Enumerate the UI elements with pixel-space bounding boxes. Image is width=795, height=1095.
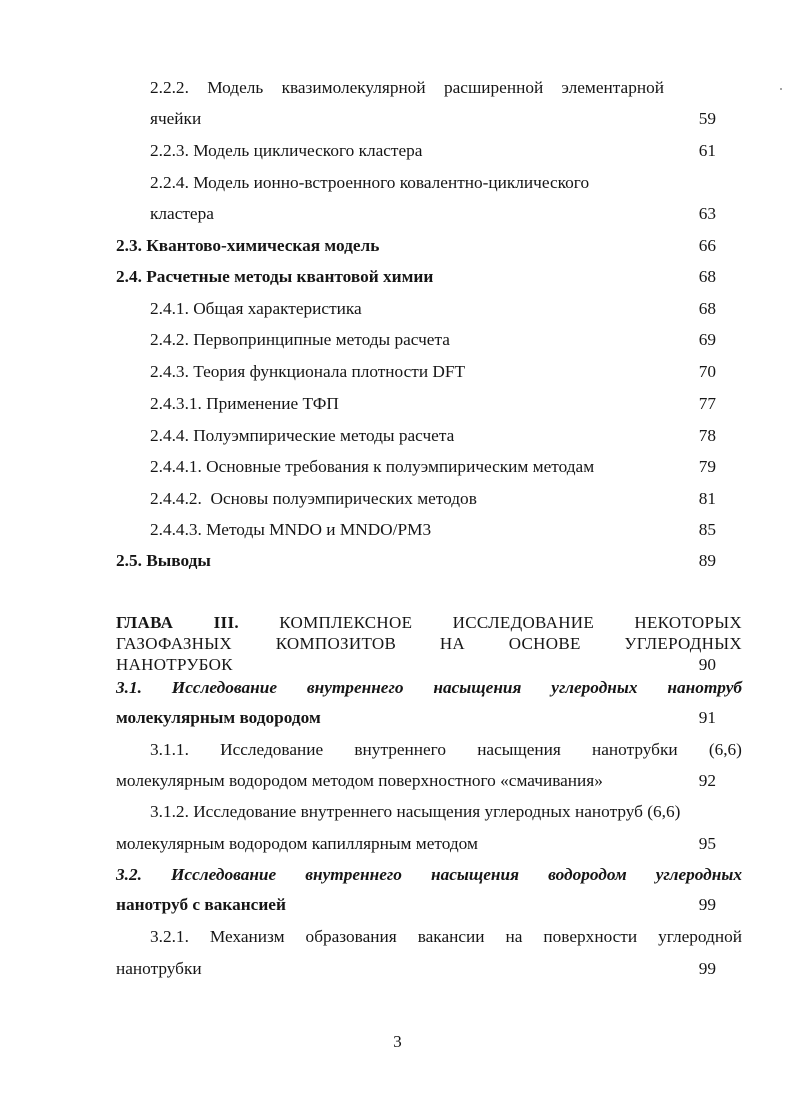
toc-entry-2-4-4: 2.4.4. Полуэмпирические методы расчета — [150, 426, 455, 445]
chapter-3-heading-line-2: ГАЗОФАЗНЫХ КОМПОЗИТОВ НА ОСНОВЕ УГЛЕРОДНЫХ — [116, 634, 742, 653]
toc-entry-3-1-1-cont: молекулярным водородом методом поверхностного «смачивания» — [116, 771, 603, 790]
toc-entry-2-4-4-2: 2.4.4.2. Основы полуэмпирических методов — [150, 489, 477, 508]
toc-entry-2-4-3-1: 2.4.3.1. Применение ТФП — [150, 394, 339, 413]
toc-page-chapter-3: 90 — [698, 655, 716, 674]
toc-page-2-4-4-3: 85 — [698, 520, 716, 539]
toc-entry-2-2-4: 2.2.4. Модель ионно-встроенного ковалентно-циклического — [150, 173, 590, 192]
toc-page-2-5: 89 — [698, 551, 716, 570]
toc-page-2-4-4-2: 81 — [698, 489, 716, 508]
toc-entry-2-4: 2.4. Расчетные методы квантовой химии — [116, 267, 434, 286]
toc-entry-3-2-cont: нанотруб с вакансией — [116, 895, 286, 914]
toc-entry-3-1-1: 3.1.1. Исследование внутреннего насыщения нанотрубки (6,6) — [150, 740, 742, 759]
toc-page-3-1-1: 92 — [698, 771, 716, 790]
toc-entry-2-2-4-cont: кластера — [150, 204, 214, 223]
toc-page-2-2-4: 63 — [698, 204, 716, 223]
toc-page-2-4-4-1: 79 — [698, 457, 716, 476]
toc-entry-2-2-3: 2.2.3. Модель циклического кластера — [150, 141, 423, 160]
toc-entry-2-2-2: 2.2.2. Модель квазимолекулярной расширенной элементарной — [150, 78, 664, 97]
toc-page-2-4-3: 70 — [698, 362, 716, 381]
toc-page-2-2-2: 59 — [698, 109, 716, 128]
chapter-3-heading-line-3: НАНОТРУБОК — [116, 655, 233, 674]
toc-page-2-4-2: 69 — [698, 330, 716, 349]
toc-entry-2-4-4-3: 2.4.4.3. Методы MNDO и MNDO/PM3 — [150, 520, 432, 539]
toc-entry-3-2: 3.2. Исследование внутреннего насыщения водородом углеродных — [116, 865, 742, 884]
toc-entry-3-2-1: 3.2.1. Механизм образования вакансии на поверхности углеродной — [150, 927, 742, 946]
scan-speck — [780, 88, 782, 90]
chapter-3-heading-line-1: ГЛАВА III. КОМПЛЕКСНОЕ ИССЛЕДОВАНИЕ НЕКОТОРЫХ — [116, 613, 742, 632]
toc-entry-3-1-2: 3.1.2. Исследование внутреннего насыщения углеродных нанотруб (6,6) — [150, 802, 681, 821]
toc-entry-2-4-4-1: 2.4.4.1. Основные требования к полуэмпирическим методам — [150, 457, 595, 476]
toc-entry-3-1: 3.1. Исследование внутреннего насыщения углеродных нанотруб — [116, 678, 742, 697]
toc-page-2-2-3: 61 — [698, 141, 716, 160]
toc-entry-2-3: 2.3. Квантово-химическая модель — [116, 236, 380, 255]
toc-page-3-1: 91 — [698, 708, 716, 727]
toc-page-3-2-1: 99 — [698, 959, 716, 978]
toc-page-2-4: 68 — [698, 267, 716, 286]
toc-page-2-4-1: 68 — [698, 299, 716, 318]
toc-entry-3-1-cont: молекулярным водородом — [116, 708, 321, 727]
toc-entry-3-2-1-cont: нанотрубки — [116, 959, 202, 978]
toc-entry-3-1-2-cont: молекулярным водородом капиллярным методом — [116, 834, 478, 853]
toc-page-3-2: 99 — [698, 895, 716, 914]
toc-entry-2-4-3: 2.4.3. Теория функционала плотности DFT — [150, 362, 466, 381]
toc-entry-2-5: 2.5. Выводы — [116, 551, 211, 570]
toc-entry-2-2-2-cont: ячейки — [150, 109, 202, 128]
toc-entry-2-4-1: 2.4.1. Общая характеристика — [150, 299, 362, 318]
toc-page-3-1-2: 95 — [698, 834, 716, 853]
toc-entry-2-4-2: 2.4.2. Первопринципные методы расчета — [150, 330, 450, 349]
toc-page-2-3: 66 — [698, 236, 716, 255]
toc-page-2-4-3-1: 77 — [698, 394, 716, 413]
toc-page-2-4-4: 78 — [698, 426, 716, 445]
page-number: 3 — [393, 1032, 402, 1051]
